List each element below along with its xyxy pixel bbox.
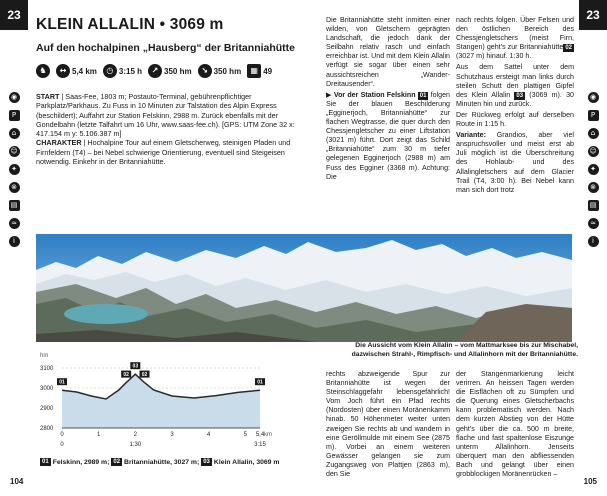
waypoint-label: 02 — [123, 372, 129, 379]
legend-text: Britanniahütte, 3027 m; — [124, 458, 200, 466]
time-value: 3:15 h — [118, 66, 143, 76]
time-tick-label: 1:30 — [129, 442, 142, 448]
mountain-panorama — [36, 234, 572, 342]
legend-badge: 02 — [113, 459, 121, 465]
intro-block — [36, 92, 308, 166]
x-tick-label: 2 — [133, 432, 138, 438]
distance-icon: ↔ — [56, 64, 70, 78]
paragraph-text: nach rechts folgen. Über Felsen und den östlichen Bereich des Chessjengletschers (meist Firn, Stangen) geht’s zur Britanniahütte — [456, 16, 574, 52]
variant-label: Variante: — [456, 131, 486, 140]
x-tick-label: 5 — [243, 432, 248, 438]
paragraph: Der Rückweg erfolgt auf derselben Route in 1:15 h. — [456, 110, 574, 129]
descent-value: 350 hm — [213, 66, 242, 76]
lift-icon: ▤ — [9, 200, 20, 211]
info-icon: i — [9, 236, 20, 247]
side-icon-strip-left — [5, 92, 23, 247]
tour-stats — [36, 64, 272, 78]
bike-icon: ⊗ — [9, 182, 20, 193]
profile-legend — [40, 458, 279, 466]
paragraph — [456, 131, 574, 195]
start-label: START — [36, 92, 60, 101]
waypoint-badge: 01 — [419, 92, 427, 99]
ascent-stat — [148, 64, 192, 78]
paragraph-text: Grandios, aber viel anspruchsvoller und meist erst ab Juli möglich ist die Überschreitung des Hohlaub- und des Allalingletschers auf dem Glacier Trail (T4, 3:00 h). Bei Nebel kann man sich dort trotz — [456, 131, 574, 194]
chapter-number: 23 — [586, 8, 600, 22]
side-icon-strip-right — [584, 92, 602, 247]
time-stat — [103, 64, 142, 78]
bus-icon: ◉ — [9, 92, 20, 103]
legend-text: Klein Allalin, 3069 m — [213, 458, 280, 466]
page-subtitle: Auf den hochalpinen „Hausberg“ der Britanniahütte — [36, 42, 296, 54]
x-tick-label: 4 — [206, 432, 211, 438]
map-icon: ▦ — [247, 64, 261, 78]
panorama-photo — [36, 234, 572, 342]
paragraph-text: folgen Sie der blauen Beschilderung „Egginerjoch, Britanniahütte“ zur flachen Wegtrasse, die quer durch den Chessjengletscher zu einer Liftstation (3021 m) führt. Dort zeigt das Schild „Britanniahütte“ zum 30 m tiefer gelegenen Egginerjoch (2988 m) am Fuss des Egginer (3368 m). Achtung: Die — [326, 90, 450, 181]
time-tick-label: 0 — [60, 442, 64, 448]
dog-icon: ✦ — [9, 164, 20, 175]
chapter-tab-right — [579, 0, 607, 30]
photo-caption: Die Aussicht vom Klein Allalin – vom Mattmarksee bis zur Mischabel, dazwischen Strahl-, Rimpfisch- und Allalinhorn mit der Britanniahütte. — [351, 342, 578, 358]
waypoint-label: 01 — [59, 379, 65, 386]
parking-icon: P — [9, 110, 20, 121]
page-number-right: 105 — [583, 477, 597, 486]
map-stat — [247, 64, 272, 78]
waypoint-badge: 02 — [565, 45, 572, 52]
paragraph — [456, 16, 574, 61]
distance-value: 5,4 km — [72, 66, 97, 76]
legend-badge: 03 — [203, 459, 210, 465]
descent-icon: ↘ — [198, 64, 212, 78]
child-icon: ☺ — [10, 147, 18, 155]
waypoint-label: 01 — [257, 379, 263, 386]
x-tick-label: 0 — [60, 432, 64, 438]
text-column-3: rechts abzweigende Spur zur Britanniahütte ist wegen der Steinschlaggefahr lebensgefährlich! Vom Joch führt ein Pfad rechts (Nordosten) über einen Moränenkamm hinab. 50 Höhenmeter weiter unten zweigen Sie rechts ab und wandern in eine Geröllmulde mit einem See (2875 m). Vorbei an einem weiteren Gewässer gelangen sie zum Zugangsweg von Plattjen (2863 m), den Sie — [326, 370, 450, 479]
descent-stat — [198, 64, 242, 78]
time-tick-label: 3:15 — [254, 442, 266, 448]
y-tick-label: 3000 — [40, 386, 54, 392]
waypoint-label: 03 — [132, 363, 139, 370]
paragraph-text: (3069 m). 30 Minuten hin und zurück. — [456, 90, 574, 108]
x-tick-label: 3 — [170, 432, 174, 438]
swim-icon: ≈ — [588, 218, 599, 229]
page-title: KLEIN ALLALIN • 3069 m — [36, 16, 224, 33]
paragraph — [326, 91, 450, 182]
y-unit-label: hm — [40, 353, 49, 359]
route-number: 49 — [263, 66, 273, 76]
legend-text: Felskinn, 2989 m; — [52, 458, 110, 466]
x-tick-label: 5,4 — [255, 432, 265, 438]
character-text: | Hochalpine Tour auf einem Gletscherweg, steinigen Pfaden und Firnfeldern (T4) – bei Nebel schwierige Orientierung, eventuell sind Steigeisen notwendig. Einkehr in der Britanniahütte. — [36, 138, 291, 167]
child-icon: ☺ — [589, 147, 597, 155]
direction-label: Vor der Station Felskinn — [333, 90, 416, 99]
ascent-icon: ↗ — [148, 64, 162, 78]
text-column-1 — [326, 16, 450, 184]
dog-icon: ✦ — [588, 164, 599, 175]
bike-icon: ⊗ — [588, 182, 599, 193]
paragraph: Die Britanniahütte steht inmitten einer wilden, von Gletschern geprägten Landschaft, die jedoch dank der Seilbahn relativ rasch und einfach erreichbar ist. Und mit dem Klein Allalin verfügt sie sogar über einen sehr aussichtsreichen „Wander-Dreitausender“. — [326, 16, 450, 88]
difficulty-icon: ♞ — [36, 64, 50, 78]
waypoint-badge: 03 — [516, 92, 524, 99]
paragraph — [456, 63, 574, 108]
x-tick-label: 1 — [96, 432, 101, 438]
distance-stat — [56, 64, 97, 78]
y-tick-label: 2800 — [40, 426, 54, 432]
hut-icon: ⌂ — [588, 128, 599, 139]
bus-icon: ◉ — [588, 92, 599, 103]
elevation-profile — [36, 348, 272, 453]
text-column-4: der Stangenmarkierung leicht verirren. An heissen Tagen werden die Eisflächen oft zu Sümpfen und die Querung eines Gletscherbachs kann problematisch werden. Nach dem kurzen Abstieg von der Hütte geht’s über die ca. 500 m breite, flache und fast spaltenlose Eiszunge unterm Allalinhorn. Jenseits überquert man den abfliessenden Bach und gelangt über einen grobblockigen Moränenrücken – — [456, 370, 574, 479]
profile-area — [62, 374, 260, 428]
arrow-icon: ▶ — [326, 90, 334, 99]
page-number-left: 104 — [10, 477, 24, 486]
legend-badge: 01 — [42, 459, 49, 465]
chapter-tab-left — [0, 0, 28, 30]
info-icon: i — [588, 236, 599, 247]
chapter-number: 23 — [7, 8, 21, 22]
clock-icon: ◷ — [103, 64, 117, 78]
parking-icon: P — [588, 110, 599, 121]
lift-icon: ▤ — [588, 200, 599, 211]
waypoint-label: 02 — [141, 372, 148, 379]
x-unit-label: km — [264, 432, 272, 438]
y-tick-label: 3100 — [40, 366, 54, 372]
ascent-value: 350 hm — [164, 66, 192, 76]
start-text: | Saas-Fee, 1803 m; Postauto-Terminal, gebührenpflichtiger Parkplatz/Parkhaus. Zu Fuss in 10 Minuten zur Talstation des Alpin Express (beschildert); Auffahrt zur Station Felskinn, 2988 m. Zurück ebenfalls mit der Gondelbahn (letzte Talfahrt um 16 Uhr, www.saas-fee.ch). [GPS: UTM Zone 32 x: 417.154 m y: 5.106.387 m] — [36, 92, 295, 139]
character-label: CHARAKTER — [36, 138, 82, 148]
y-tick-label: 2900 — [40, 406, 54, 412]
paragraph-text: Aus dem Sattel unter dem Schutzhaus ersteigt man links durch steilen Schutt den plattigen Gipfel des Klein Allalin — [456, 63, 574, 99]
elevation-profile-chart — [36, 348, 272, 453]
swim-icon: ≈ — [9, 218, 20, 229]
hut-icon: ⌂ — [9, 128, 20, 139]
text-column-2 — [456, 16, 574, 197]
paragraph-text: (3027 m) hinauf. 1:30 h. — [456, 52, 532, 61]
difficulty-stat — [36, 64, 50, 78]
